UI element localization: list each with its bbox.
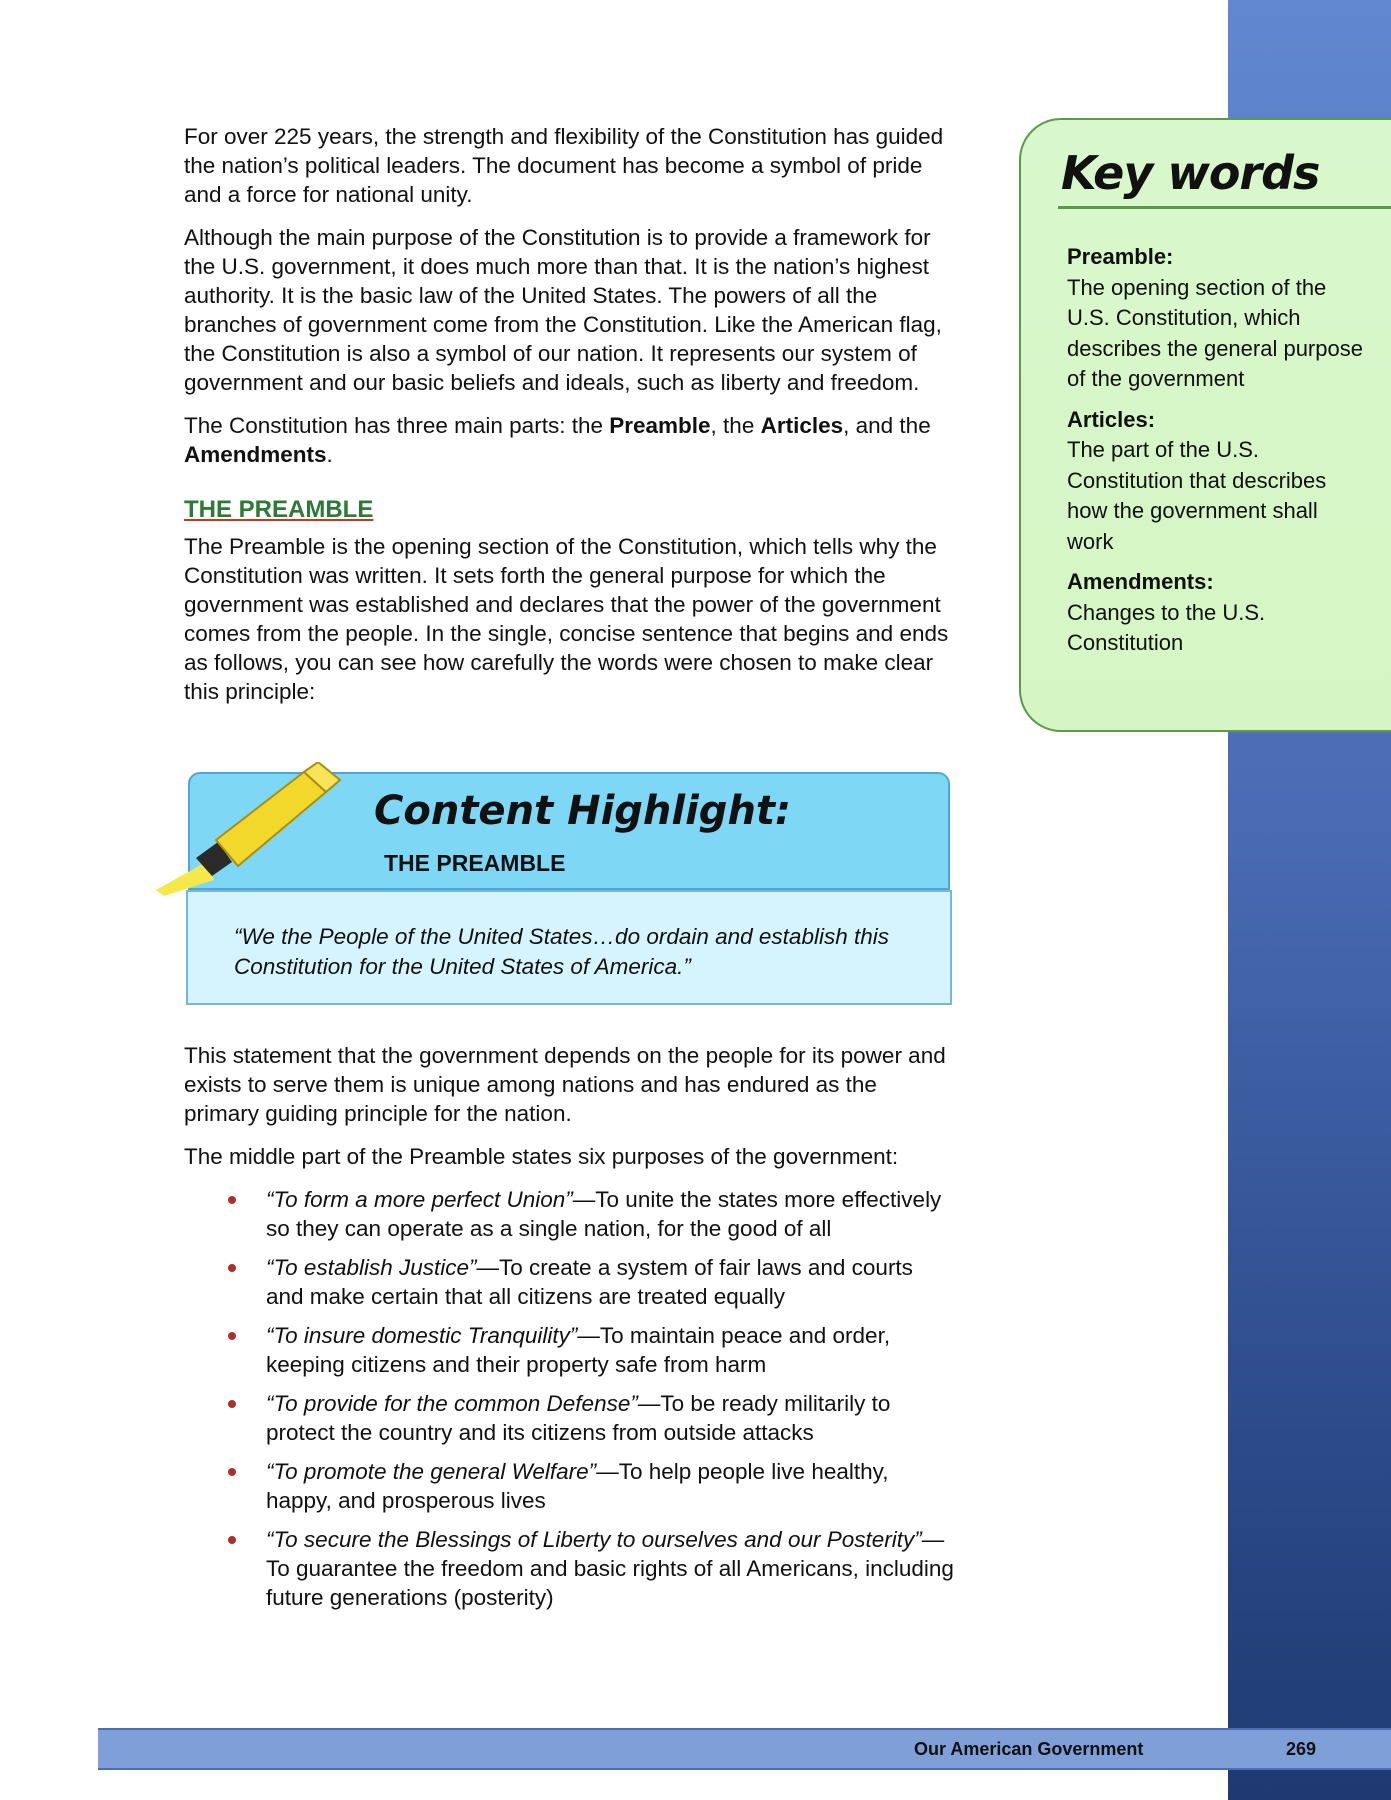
main-content bbox=[184, 122, 954, 720]
bullet-icon bbox=[228, 1536, 236, 1544]
key-word-term: Amendments: bbox=[1067, 569, 1214, 594]
bullet-icon bbox=[228, 1400, 236, 1408]
key-word-definition: The part of the U.S. Constitution that describes how the government shall work bbox=[1067, 437, 1327, 554]
list-item: “To form a more perfect Union”—To unite the states more effectively so they can operate as a single nation, for the good of all bbox=[184, 1185, 954, 1243]
key-word-item bbox=[1067, 405, 1367, 558]
intro-paragraph-2: Although the main purpose of the Constitution is to provide a framework for the U.S. government, it does much more than that. It is the nation’s highest authority. It is the basic law of the United States. The powers of all the branches of government come from the Constitution. Like the American flag, the Constitution is also a symbol of our nation. It represents our system of government and our basic beliefs and ideals, such as liberty and freedom. bbox=[184, 225, 942, 395]
intro-paragraph-1: For over 225 years, the strength and flexibility of the Constitution has guided the nation’s political leaders. The document has become a symbol of pride and a force for national unity. bbox=[184, 124, 944, 207]
highlight-body bbox=[186, 890, 952, 1005]
term-articles: Articles bbox=[760, 413, 844, 438]
bullet-icon bbox=[228, 1196, 236, 1204]
list-item: “To provide for the common Defense”—To be ready militarily to protect the country and its citizens from outside attacks bbox=[184, 1389, 954, 1447]
lower-paragraph-1: This statement that the government depends on the people for its power and exists to serve them is unique among nations and has endured as the primary guiding principle for the nation. bbox=[184, 1043, 946, 1126]
key-words-list bbox=[1067, 242, 1367, 669]
section-heading-preamble: THE PREAMBLE bbox=[184, 496, 374, 523]
bullet-icon bbox=[228, 1264, 236, 1272]
highlight-subtitle: THE PREAMBLE bbox=[384, 850, 566, 876]
key-word-term: Preamble: bbox=[1067, 244, 1174, 269]
lower-content bbox=[184, 1041, 954, 1622]
footer-book-title: Our American Government bbox=[914, 1739, 1144, 1759]
page-number: 269 bbox=[1286, 1739, 1317, 1759]
page-footer bbox=[98, 1728, 1391, 1770]
key-words-divider bbox=[1058, 206, 1391, 209]
list-item: “To insure domestic Tranquility”—To maintain peace and order, keeping citizens and their property safe from harm bbox=[184, 1321, 954, 1379]
lower-paragraph-2: The middle part of the Preamble states six purposes of the government: bbox=[184, 1144, 899, 1169]
list-item: “To promote the general Welfare”—To help people live healthy, happy, and prosperous lives bbox=[184, 1457, 954, 1515]
key-word-term: Articles: bbox=[1067, 406, 1156, 432]
key-word-item bbox=[1067, 567, 1367, 659]
term-preamble: Preamble bbox=[609, 413, 711, 438]
key-word-definition: Changes to the U.S. Constitution bbox=[1067, 599, 1266, 655]
key-words-panel bbox=[1019, 118, 1391, 732]
key-words-title: Key words bbox=[1061, 146, 1320, 200]
key-word-definition: The opening section of the U.S. Constitution, which describes the general purpose of the government bbox=[1067, 274, 1363, 391]
list-item: “To establish Justice”—To create a system of fair laws and courts and make certain that all citizens are treated equally bbox=[184, 1253, 954, 1311]
bullet-icon bbox=[228, 1468, 236, 1476]
highlighter-marker-icon bbox=[156, 762, 366, 902]
key-word-item bbox=[1067, 242, 1367, 395]
bullet-icon bbox=[228, 1332, 236, 1340]
highlight-title: Content Highlight: bbox=[374, 788, 792, 834]
term-amendments: Amendments bbox=[184, 442, 327, 467]
purposes-list bbox=[184, 1185, 954, 1612]
preamble-paragraph: The Preamble is the opening section of the Constitution, which tells why the Constitution was written. It sets forth the general purpose for which the government was established and declares that the power of the government comes from the people. In the single, concise sentence that begins and ends as follows, you can see how carefully the words were chosen to make clear this principle: bbox=[184, 534, 949, 704]
intro-paragraph-3: The Constitution has three main parts: the Preamble, the Articles, and the Amendments. bbox=[184, 413, 931, 467]
content-highlight-box bbox=[186, 772, 952, 1005]
highlight-quote: “We the People of the United States…do ordain and establish this Constitution for the United States of America.” bbox=[234, 924, 889, 979]
list-item: “To secure the Blessings of Liberty to ourselves and our Posterity”—To guarantee the freedom and basic rights of all Americans, including future generations (posterity) bbox=[184, 1525, 954, 1612]
